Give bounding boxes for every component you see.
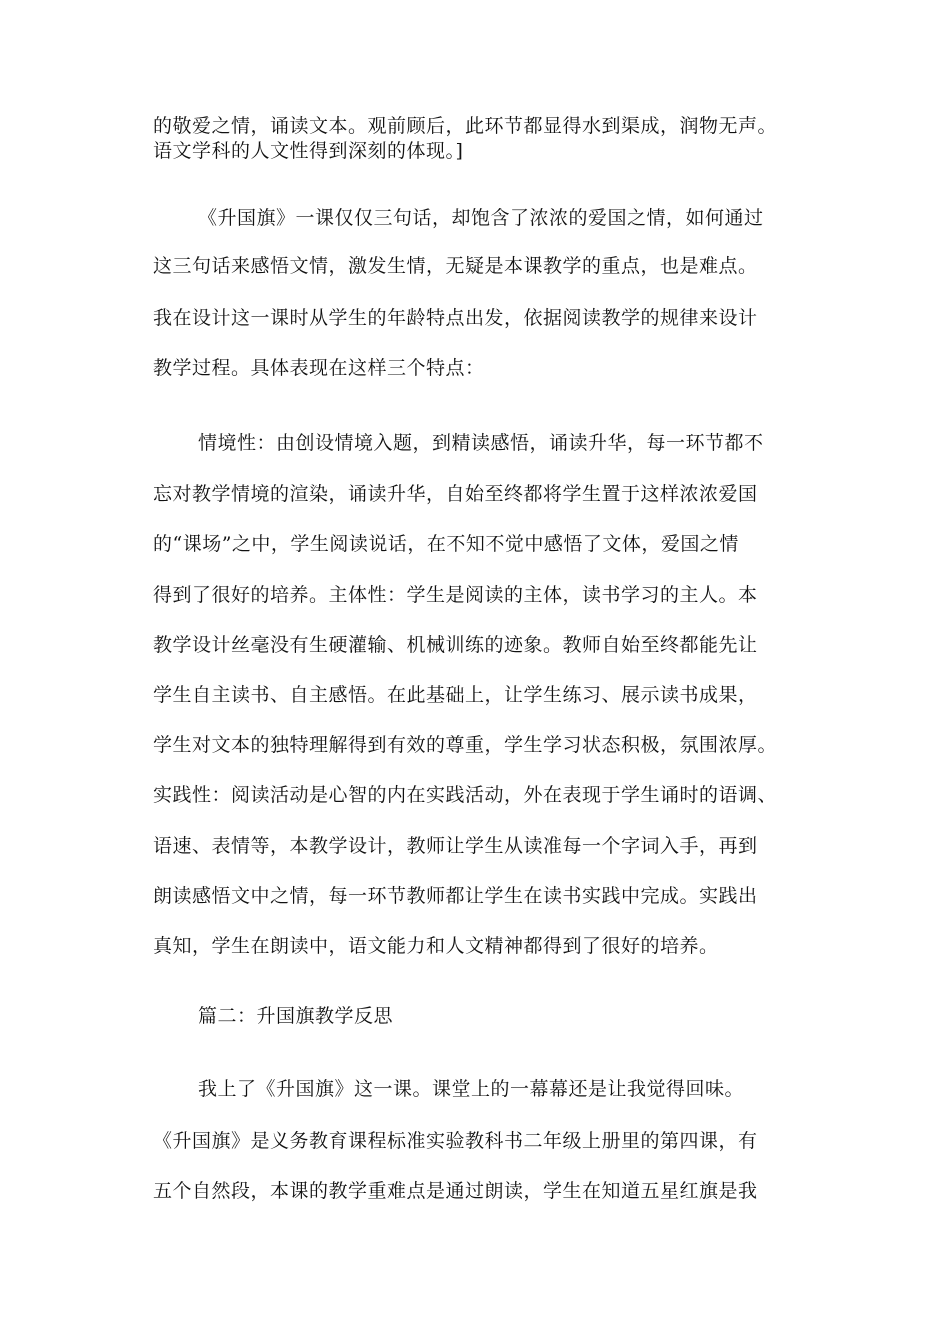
text-line: 我在设计这一课时从学生的年龄特点出发，依据阅读教学的规律来设计 [153,307,758,329]
text-line: 语文学科的人文性得到深刻的体现。] [153,140,464,162]
text-line: 实践性：阅读活动是心智的内在实践活动，外在表现于学生诵时的语调、 [153,784,778,806]
text-line: 五个自然段，本课的教学重难点是通过朗读，学生在知道五星红旗是我 [153,1180,758,1202]
section-heading: 篇二：升国旗教学反思 [198,1005,394,1027]
text-line: 得到了很好的培养。主体性：学生是阅读的主体，读书学习的主人。本 [153,584,758,606]
text-line: 朗读感悟文中之情，每一环节教师都让学生在读书实践中完成。实践出 [153,885,758,907]
text-line: 教学设计丝毫没有生硬灌输、机械训练的迹象。教师自始至终都能先让 [153,634,758,656]
text-line: 的敬爱之情，诵读文本。观前顾后，此环节都显得水到渠成，润物无声。 [153,115,778,137]
text-line: 学生自主读书、自主感悟。在此基础上，让学生练习、展示读书成果， [153,684,758,706]
text-line: 学生对文本的独特理解得到有效的尊重，学生学习状态积极，氛围浓厚。 [153,734,778,756]
text-line: 真知，学生在朗读中，语文能力和人文精神都得到了很好的培养。 [153,935,719,957]
text-line: 情境性：由创设情境入题，到精读感悟，诵读升华，每一环节都不 [198,432,764,454]
text-line: 我上了《升国旗》这一课。课堂上的一幕幕还是让我觉得回味。 [198,1078,745,1100]
text-line: 教学过程。具体表现在这样三个特点： [153,357,485,379]
text-line: 忘对教学情境的渲染，诵读升华，自始至终都将学生置于这样浓浓爱国 [153,483,758,505]
text-line: 《升国旗》一课仅仅三句话，却饱含了浓浓的爱国之情，如何通过 [198,207,764,229]
text-line: 这三句话来感悟文情，激发生情，无疑是本课教学的重点，也是难点。 [153,255,758,277]
text-line: 语速、表情等，本教学设计，教师让学生从读准每一个字词入手，再到 [153,835,758,857]
text-line: 的“课场”之中，学生阅读说话，在不知不觉中感悟了文体，爱国之情 [153,533,739,555]
text-line: 《升国旗》是义务教育课程标准实验教科书二年级上册里的第四课，有 [153,1130,758,1152]
